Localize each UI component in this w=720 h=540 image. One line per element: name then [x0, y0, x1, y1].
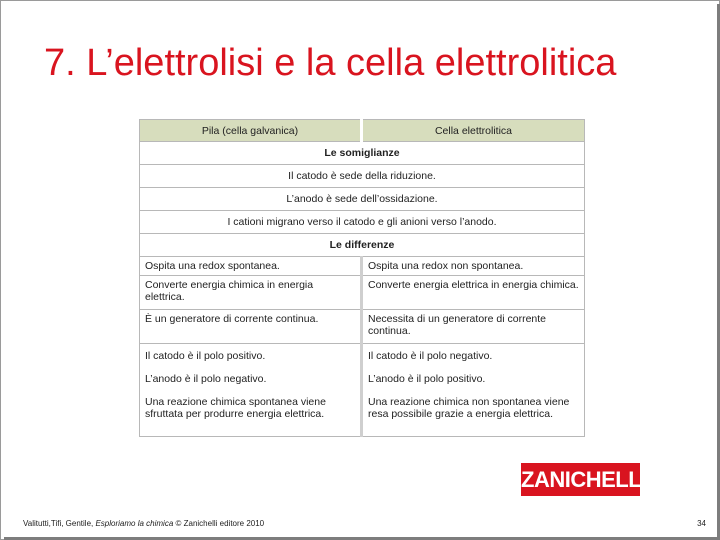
- footer-publisher: © Zanichelli editore 2010: [173, 519, 265, 528]
- table-row: [140, 165, 585, 188]
- section-title-similarities: Le somiglianze: [140, 142, 585, 165]
- header-electrolytic-cell: Cella elettrolitica: [362, 120, 585, 142]
- header-galvanic-cell: Pila (cella galvanica): [140, 120, 362, 142]
- galvanic-cell-text: Il catodo è il polo positivo.: [140, 344, 362, 366]
- table-row: [140, 344, 585, 366]
- section-row-similarities: [140, 142, 585, 165]
- table-row: [140, 310, 585, 344]
- section-row-differences: [140, 234, 585, 257]
- section-title-differences: Le differenze: [140, 234, 585, 257]
- galvanic-cell-text: Una reazione chimica spontanea viene sfruttata per produrre energia elettrica.: [140, 388, 362, 436]
- galvanic-cell-text: L’anodo è il polo negativo.: [140, 365, 362, 388]
- table-header-row: [140, 120, 585, 142]
- table-row: [140, 188, 585, 211]
- galvanic-cell-text: È un generatore di corrente continua.: [140, 310, 362, 344]
- shared-cell: L’anodo è sede dell’ossidazione.: [140, 188, 585, 211]
- galvanic-cell-text: Ospita una redox spontanea.: [140, 257, 362, 276]
- shared-cell: I cationi migrano verso il catodo e gli anioni verso l’anodo.: [140, 211, 585, 234]
- electrolytic-cell-text: Il catodo è il polo negativo.: [362, 344, 585, 366]
- galvanic-cell-text: Converte energia chimica in energia elettrica.: [140, 276, 362, 310]
- table-row: [140, 257, 585, 276]
- table-row: [140, 276, 585, 310]
- footer-authors: Valitutti,Tifi, Gentile,: [23, 519, 96, 528]
- electrolytic-cell-text: Una reazione chimica non spontanea viene resa possibile grazie a energia elettrica.: [362, 388, 585, 436]
- electrolytic-cell-text: Necessita di un generatore di corrente continua.: [362, 310, 585, 344]
- page-number: 34: [697, 519, 706, 528]
- zanichelli-logo: ZANICHELLI: [521, 463, 640, 496]
- electrolytic-cell-text: Converte energia elettrica in energia chimica.: [362, 276, 585, 310]
- electrolytic-cell-text: Ospita una redox non spontanea.: [362, 257, 585, 276]
- electrolytic-cell-text: L’anodo è il polo positivo.: [362, 365, 585, 388]
- table-row: [140, 365, 585, 388]
- footer-book-title: Esploriamo la chimica: [95, 519, 174, 528]
- slide-title: 7. L’elettrolisi e la cella elettrolitica: [44, 42, 617, 84]
- table-row: [140, 388, 585, 436]
- comparison-table: [139, 119, 585, 437]
- shared-cell: Il catodo è sede della riduzione.: [140, 165, 585, 188]
- table-row: [140, 211, 585, 234]
- footer-credits: [23, 519, 264, 528]
